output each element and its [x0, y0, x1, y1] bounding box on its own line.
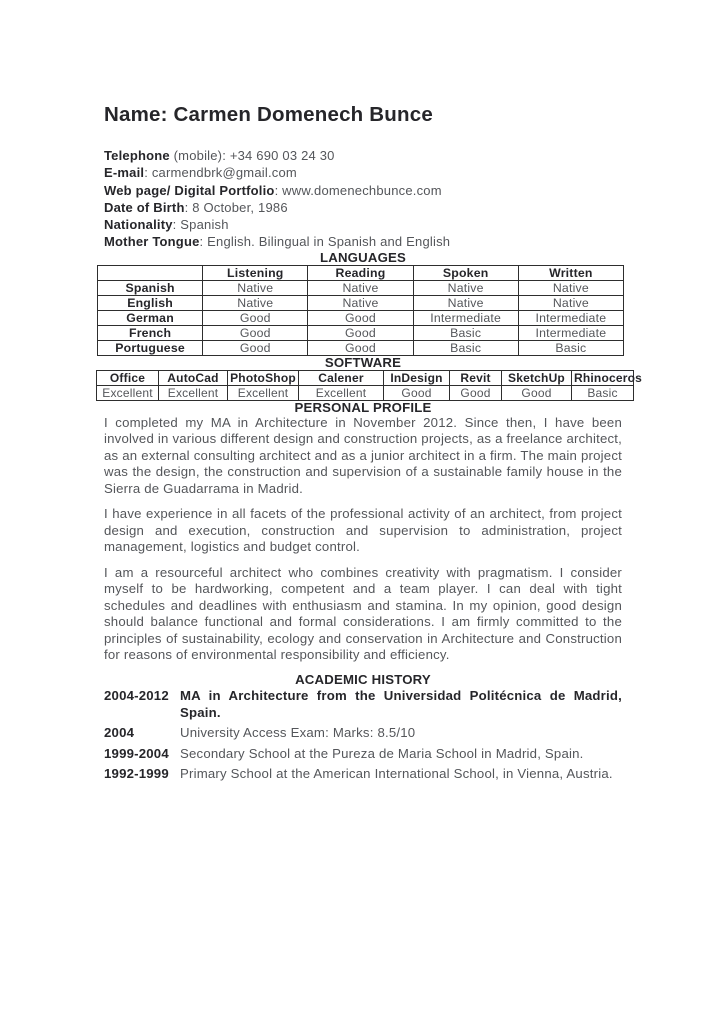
languages-row: [98, 280, 624, 295]
software-column-header: InDesign: [384, 370, 450, 385]
language-level: Basic: [518, 340, 623, 355]
academic-period: 1999-2004: [104, 745, 169, 761]
language-level: Good: [203, 310, 308, 325]
language-level: Native: [518, 295, 623, 310]
language-name: English: [98, 295, 203, 310]
software-column-header: AutoCad: [159, 370, 228, 385]
software-column-header: SketchUp: [502, 370, 572, 385]
languages-section-title: LANGUAGES: [319, 249, 407, 265]
languages-column-header: Listening: [203, 265, 308, 280]
language-level: Intermediate: [413, 310, 518, 325]
language-level: Native: [203, 295, 308, 310]
software-column-header: Revit: [450, 370, 502, 385]
contact-line: [104, 147, 622, 164]
language-level: Native: [203, 280, 308, 295]
language-level: Native: [413, 295, 518, 310]
software-level: Excellent: [159, 385, 228, 400]
languages-header-row: [98, 265, 624, 280]
software-table: [96, 370, 643, 401]
name-heading: Name: Carmen Domenech Bunce: [104, 103, 433, 126]
language-level: Native: [308, 295, 413, 310]
language-level: Basic: [413, 340, 518, 355]
contact-line: [104, 233, 622, 250]
contact-value: : 8 October, 1986: [184, 199, 288, 215]
software-table-head: [97, 370, 643, 385]
contact-label: Nationality: [104, 217, 173, 233]
language-level: Good: [203, 325, 308, 340]
language-name: French: [98, 325, 203, 340]
language-level: Native: [518, 280, 623, 295]
contact-line: [104, 164, 622, 181]
software-level: Excellent: [299, 385, 384, 400]
languages-row: [98, 295, 624, 310]
contact-label: Telephone: [104, 148, 170, 163]
academic-history-section-title: ACADEMIC HISTORY: [295, 671, 431, 687]
software-level: Good: [384, 385, 450, 400]
language-level: Good: [203, 340, 308, 355]
academic-entry: [104, 765, 622, 782]
software-column-header: Calener: [299, 370, 384, 385]
academic-description: University Access Exam: Marks: 8.5/10: [180, 725, 416, 741]
languages-row: [98, 340, 624, 355]
software-level: Excellent: [228, 385, 299, 400]
software-column-header: Rhinoceros: [572, 370, 634, 385]
software-column-header: Office: [97, 370, 159, 385]
software-level: Basic: [572, 385, 634, 400]
contact-line: [104, 216, 622, 233]
contact-value: : www.domenechbunce.com: [274, 182, 442, 198]
language-name: Spanish: [98, 280, 203, 295]
languages-column-header: Reading: [308, 265, 413, 280]
software-level-row: [97, 385, 634, 400]
academic-entry: [104, 687, 622, 721]
profile-paragraph: I completed my MA in Architecture in November 2012. Since then, I have been involved in various different design and construction projects, as a freelance architect, as an external consulting architect and as a junior architect in a firm. The main project was the design, the construction and supervision of a sustainable family house in the Sierra de Guadarrama in Madrid.: [104, 414, 622, 496]
personal-profile-section-title: PERSONAL PROFILE: [294, 399, 432, 415]
contact-line: [104, 199, 622, 216]
languages-column-header: Written: [518, 265, 623, 280]
contact-value: : carmendbrk@gmail.com: [144, 165, 297, 181]
language-level: Native: [308, 280, 413, 295]
software-header-row: [97, 370, 634, 385]
contact-value: : English. Bilingual in Spanish and English: [199, 234, 451, 250]
language-name: Portuguese: [98, 340, 203, 355]
contact-label: Mother Tongue: [104, 234, 200, 250]
language-level: Intermediate: [518, 325, 623, 340]
contact-line: [104, 182, 622, 199]
languages-column-header: Spoken: [413, 265, 518, 280]
academic-description: Secondary School at the Pureza de Maria School in Madrid, Spain.: [180, 745, 584, 761]
languages-row: [98, 310, 624, 325]
contact-block: [104, 147, 622, 251]
language-level: Basic: [413, 325, 518, 340]
contact-label: Web page/ Digital Portfolio: [104, 182, 275, 198]
languages-table-head: [98, 265, 624, 280]
languages-column-header: [98, 265, 203, 280]
software-level: Good: [502, 385, 572, 400]
academic-entry: [104, 724, 622, 741]
language-level: Good: [308, 325, 413, 340]
academic-description: Primary School at the American International School, in Vienna, Austria.: [180, 766, 613, 782]
languages-table-body: [98, 280, 624, 355]
personal-profile-paragraphs: [104, 415, 622, 664]
languages-row: [98, 325, 624, 340]
software-column-header: PhotoShop: [228, 370, 299, 385]
academic-history-entries: [104, 687, 622, 783]
software-level: Good: [450, 385, 502, 400]
contact-value: : Spanish: [172, 217, 229, 233]
language-name: German: [98, 310, 203, 325]
contact-label: E-mail: [104, 165, 145, 181]
academic-period: 1992-1999: [104, 766, 169, 782]
language-level: Native: [413, 280, 518, 295]
language-level: Intermediate: [518, 310, 623, 325]
language-level: Good: [308, 310, 413, 325]
software-level: Excellent: [97, 385, 159, 400]
languages-table: [97, 265, 624, 356]
profile-paragraph: I have experience in all facets of the professional activity of an architect, from project design and execution, construction and supervision to administration, project management, logistics and budget control.: [104, 506, 622, 555]
academic-period: 2004-2012: [104, 687, 169, 703]
academic-entry: [104, 745, 622, 762]
academic-description: MA in Architecture from the Universidad Politécnica de Madrid, Spain.: [180, 687, 622, 720]
contact-value: (mobile): +34 690 03 24 30: [169, 148, 335, 163]
software-table-body: [97, 385, 634, 400]
language-level: Good: [308, 340, 413, 355]
contact-label: Date of Birth: [104, 199, 185, 215]
academic-period: 2004: [104, 725, 135, 741]
software-section-title: SOFTWARE: [324, 354, 402, 370]
profile-paragraph: I am a resourceful architect who combines creativity with pragmatism. I consider myself to be hardworking, competent and a team player. I can deal with tight schedules and deadlines with enthusiasm and stamina. In my opinion, good design should balance functional and formal considerations. I am firmly committed to the principles of sustainability, ecology and conservation in Architecture and Construction for reasons of environmental responsibility and efficiency.: [104, 564, 622, 663]
